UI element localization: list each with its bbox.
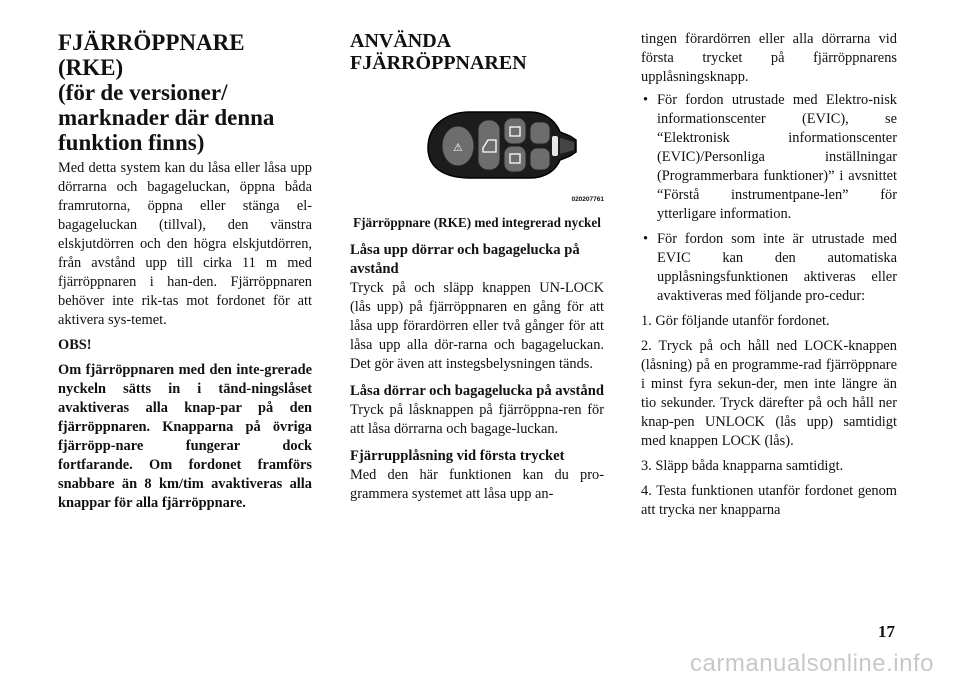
section-title-using-remote: ANVÄNDA FJÄRRÖPPNAREN [350, 30, 527, 74]
heading-remote-unlock: Låsa upp dörrar och bagagelucka på avstånd [350, 242, 580, 277]
column-right [641, 30, 897, 520]
lock-button-icon [504, 118, 526, 144]
key-fob-figure [350, 86, 604, 206]
heading-remote-lock: Låsa dörrar och bagagelucka på avstånd [350, 383, 604, 399]
note-label: OBS! [58, 337, 92, 353]
column-left [58, 30, 312, 513]
right-door-button-icon [530, 148, 550, 170]
step-3: 3. Släpp båda knapparna samtidigt. [641, 458, 844, 474]
panic-symbol-icon: ⚠ [453, 142, 463, 154]
text-first-press-unlock: Med den här funktionen kan du pro-grammera systemet att låsa upp an- [350, 467, 604, 502]
text-remote-unlock: Tryck på och släpp knappen UN-LOCK (lås upp) på fjärröppnaren en gång för att låsa upp förardörren eller två gånger för att låsa upp alla dör-rarna och bagageluckan. Det gör även att instegsbelysningen tänds. [350, 280, 604, 372]
left-door-button-icon [530, 122, 550, 144]
bullet-list [641, 91, 897, 306]
section-title-rke: FJÄRRÖPPNARE (RKE) (för de versioner/ marknader där denna funktion finns) [58, 30, 275, 155]
step-1: 1. Gör följande utanför fordonet. [641, 313, 830, 329]
key-fob-illustration [350, 86, 604, 196]
page-number: 17 [878, 622, 895, 641]
list-item: • För fordon utrustade med Elektro-nisk informationscenter (EVIC), se “Elektronisk informationscenter (EVIC)/Personliga inställningar (Programmerbara funktioner)” i avsnittet “Förstå instrumentpane-len” för ytterligare information. [641, 91, 897, 224]
continuation-paragraph: tingen förardörren eller alla dörrarna vid första trycket på fjärröppnarens upplåsningsknapp. [641, 31, 897, 85]
liftgate-button-icon [478, 120, 500, 170]
text-remote-lock: Tryck på låsknappen på fjärröppna-ren för att låsa dörrarna och bagage-luckan. [350, 402, 604, 437]
figure-caption: Fjärröppnare (RKE) med integrerad nyckel [353, 215, 601, 230]
figure-id: 020207761 [571, 196, 604, 203]
heading-first-press-unlock: Fjärrupplåsning vid första trycket [350, 448, 565, 464]
step-2: 2. Tryck på och håll ned LOCK-knappen (låsning) på en programme-rad fjärröppnare i minst fyra sekun-der, men inte längre än tio sekunder. Tryck därefter på och håll ner knap-pen UNLOCK (lås upp) samtidigt med knappen LOCK (lås). [641, 338, 897, 449]
unlock-button-icon [504, 146, 526, 172]
watermark: carmanualsonline.info [690, 650, 934, 677]
intro-paragraph: Med detta system kan du låsa eller låsa upp dörrarna och bagageluckan, öppna båda framrutorna, öppna eller stänga el-bagageluckan (tillval), den vänstra elskjutdörren och den högra elskjutdörren, från avstånd upp till cirka 11 m med fjärröppnaren i han-den. Fjärröppnaren behöver inte rik-tas mot fordonet för att aktivera sys-temet. [58, 160, 312, 328]
note-text: Om fjärröppnaren med den inte-grerade nyckeln sätts in i tänd-ningslåset avaktiveras alla knap-par på den fjärröppnaren. Knapparna på övriga fjärröpp-nare fungerar dock fortfarande. Om fordonet framförs snabbare än 8 km/tim avaktiveras alla knappar för alla fjärröppnare. [58, 362, 312, 511]
column-middle [350, 30, 604, 504]
step-4: 4. Testa funktionen utanför fordonet genom att trycka ner knapparna [641, 483, 897, 518]
list-item: • För fordon som inte är utrustade med EVIC kan den automatiska upplåsningsfunktionen aktiveras eller avaktiveras med följande pro-cedur: [641, 230, 897, 306]
fob-light-icon [552, 136, 558, 156]
